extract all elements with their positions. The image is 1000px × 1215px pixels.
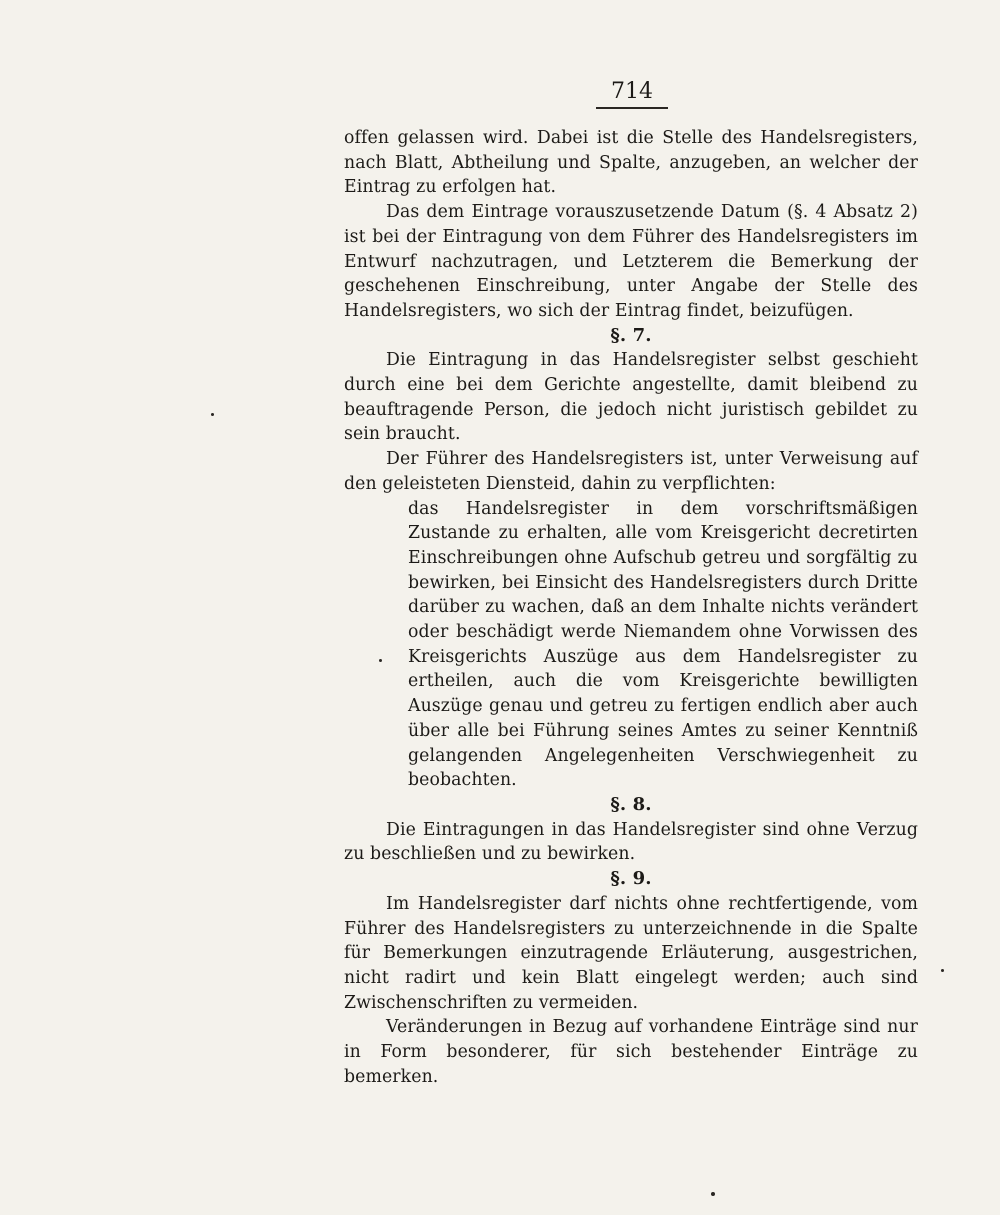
page-number-underline bbox=[596, 107, 668, 109]
paragraph-8: Veränderungen in Bezug auf vorhandene Einträge sind nur in Form besonderer, für sich bestehender Einträge zu bemerken. bbox=[344, 1017, 918, 1087]
body-text bbox=[344, 126, 918, 1089]
paragraph-3: Die Eintragung in das Handelsregister selbst geschieht durch eine bei dem Gerichte angestellte, damit bleibend zu beauftragende Person, die jedoch nicht juristisch gebildet zu sein braucht. bbox=[344, 350, 918, 445]
ink-speck bbox=[379, 659, 382, 662]
ink-speck bbox=[211, 413, 214, 416]
paragraph-2: Das dem Eintrage vorauszusetzende Datum (§. 4 Absatz 2) ist bei der Eintragung von dem Führer des Handelsregisters im Entwurf nachzutragen, und Letzterem die Bemerkung der geschehenen Einschreibung, unter Angabe der Stelle des Handelsregisters, wo sich der Eintrag findet, beizufügen. bbox=[344, 202, 918, 321]
page-number: 714 bbox=[611, 79, 653, 104]
ink-speck bbox=[711, 1192, 715, 1196]
paragraph-4: Der Führer des Handelsregisters ist, unter Verweisung auf den geleisteten Diensteid, dahin zu verpflichten: bbox=[344, 449, 918, 494]
paragraph-7: Im Handelsregister darf nichts ohne rechtfertigende, vom Führer des Handelsregisters zu unterzeichnende in die Spalte für Bemerkungen einzutragende Erläuterung, ausgestrichen, nicht radirt und kein Blatt eingelegt werden; auch sind Zwischenschriften zu vermeiden. bbox=[344, 893, 918, 1013]
paragraph-1: offen gelassen wird. Dabei ist die Stelle des Handelsregisters, nach Blatt, Abtheilung und Spalte, anzugeben, an welcher der Eintrag zu erfolgen hat. bbox=[344, 128, 918, 198]
section-heading-9: §. 9. bbox=[610, 868, 652, 890]
section-heading-7: §. 7. bbox=[610, 324, 652, 346]
ink-speck bbox=[941, 969, 944, 972]
paragraph-6: Die Eintragungen in das Handelsregister sind ohne Verzug zu beschließen und zu bewirken. bbox=[344, 819, 918, 865]
section-heading-8: §. 8. bbox=[610, 793, 652, 815]
paragraph-5: das Handelsregister in dem vorschriftsmäßigen Zustande zu erhalten, alle vom Kreisgericht decretirten Einschreibungen ohne Aufschub getreu und sorgfältig zu bewirken, bei Einsicht des Handelsregisters durch Dritte darüber zu wachen, daß an dem Inhalte nichts verändert oder beschädigt werde Niemandem ohne Vorwissen des Kreisgerichts Auszüge aus dem Handelsregister zu ertheilen, auch die vom Kreisgerichte bewilligten Auszüge genau und getreu zu fertigen endlich aber auch über alle bei Führung seines Amtes zu seiner Kenntniß gelangenden Angelegenheiten Verschwiegenheit zu beobachten. bbox=[408, 498, 918, 791]
duties-block bbox=[408, 497, 918, 793]
